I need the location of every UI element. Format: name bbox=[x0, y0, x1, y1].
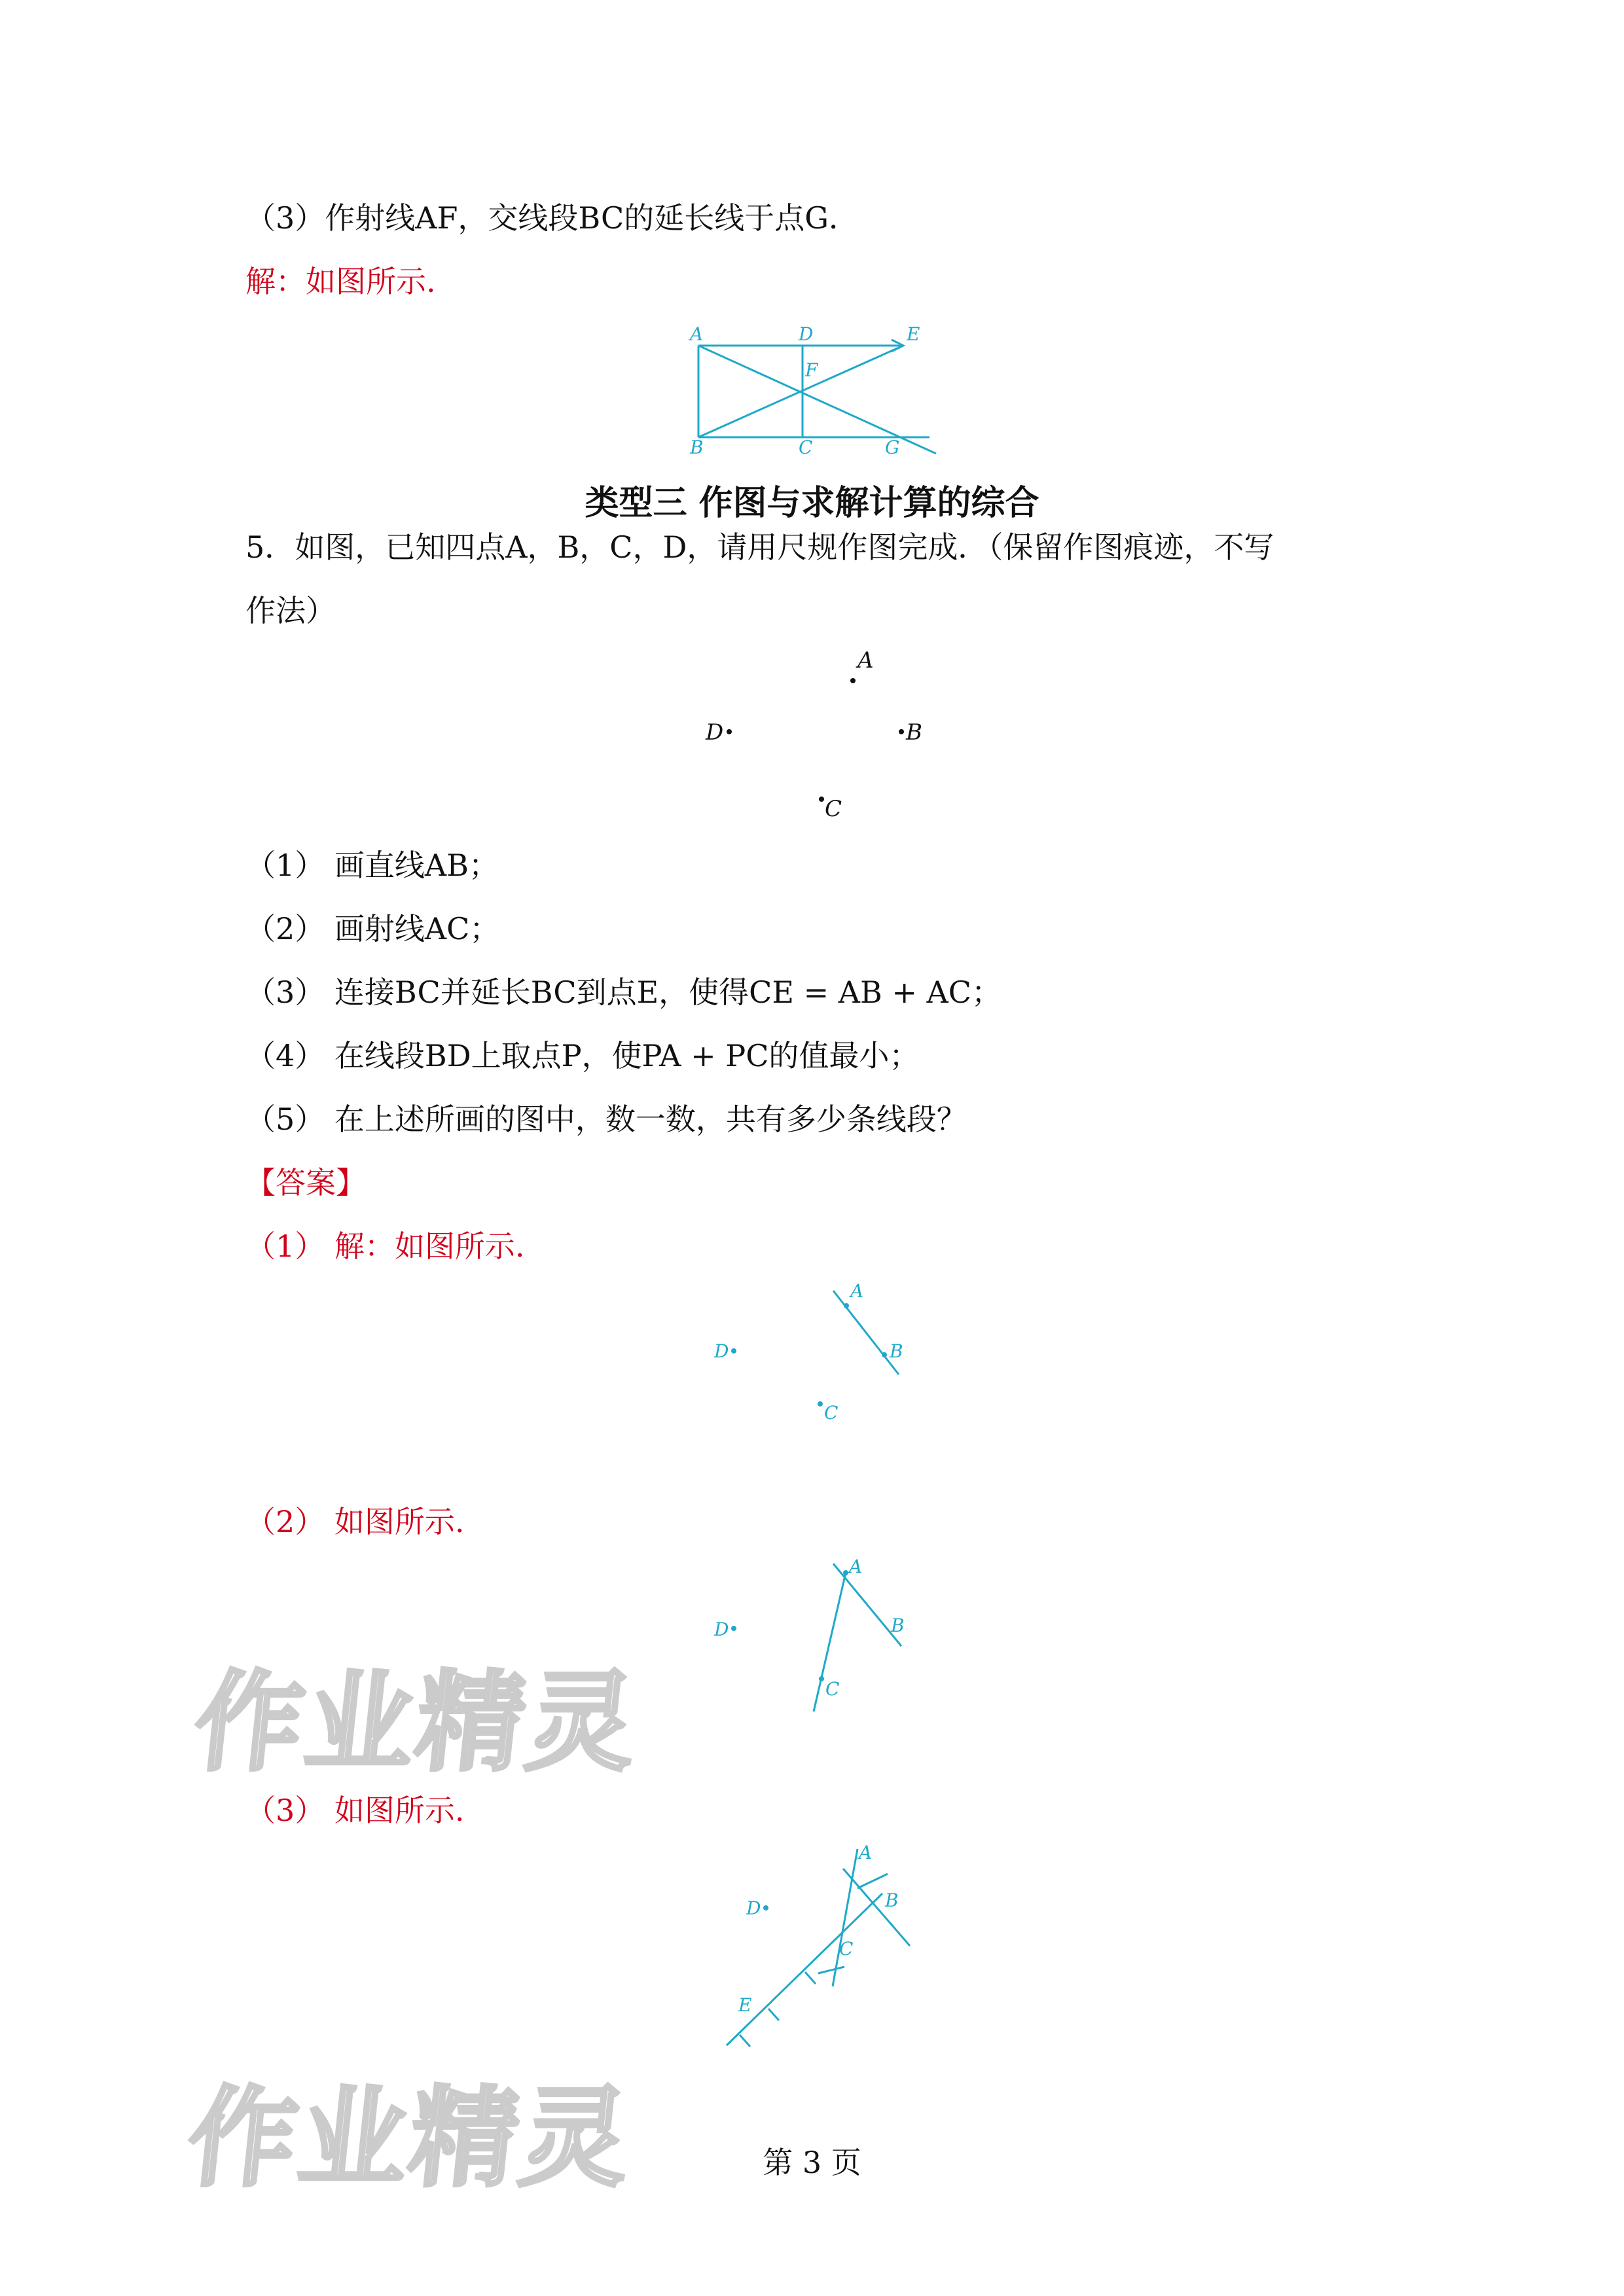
q5-stem-line1: 5．如图，已知四点A，B，C，D，请用尺规作图完成．（保留作图痕迹，不写 bbox=[245, 529, 1274, 565]
watermark-lower: 作业精灵 bbox=[182, 2075, 638, 2201]
q5-point-a: A bbox=[857, 647, 874, 673]
answer-figure-2 bbox=[710, 1554, 920, 1725]
fig1-label-b: B bbox=[690, 437, 704, 458]
ans3-point-b: B bbox=[885, 1890, 899, 1911]
answer-1-text: （1） 解：如图所示. bbox=[245, 1229, 525, 1264]
ans1-point-c: C bbox=[824, 1402, 839, 1424]
ans3-point-e: E bbox=[738, 1994, 752, 2016]
q5-part4: （4） 在线段BD上取点P，使PA + PC的值最小； bbox=[245, 1038, 920, 1073]
ans1-point-a: A bbox=[850, 1280, 864, 1302]
answer-figure-3 bbox=[713, 1842, 936, 2065]
page-number: 第 3 页 bbox=[763, 2145, 861, 2180]
q5-point-c: C bbox=[825, 796, 842, 822]
q4-answer-text: 解：如图所示. bbox=[245, 264, 436, 299]
ans2-point-b: B bbox=[891, 1615, 905, 1636]
fig1-label-f: F bbox=[805, 359, 818, 381]
ans3-point-a: A bbox=[859, 1842, 873, 1863]
section-title: 类型三 作图与求解计算的综合 bbox=[585, 484, 1039, 523]
fig1-label-c: C bbox=[799, 437, 813, 458]
fig1-label-e: E bbox=[907, 323, 920, 345]
ans2-point-a: A bbox=[849, 1556, 863, 1577]
figure-four-points bbox=[694, 645, 929, 825]
answer-header: 【答案】 bbox=[245, 1165, 366, 1200]
q5-part1: （1） 画直线AB； bbox=[245, 848, 499, 883]
ans2-point-d: D bbox=[714, 1619, 729, 1640]
answer-3-text: （3） 如图所示. bbox=[245, 1793, 465, 1828]
watermark-upper: 作业精灵 bbox=[189, 1660, 645, 1785]
fig1-label-a: A bbox=[690, 323, 704, 345]
q5-point-b: B bbox=[906, 719, 922, 745]
ans3-point-c: C bbox=[839, 1938, 854, 1960]
fig1-label-g: G bbox=[885, 437, 900, 458]
ans1-point-b: B bbox=[890, 1340, 903, 1362]
answer-figure-1 bbox=[710, 1276, 920, 1427]
q5-part2: （2） 画射线AC； bbox=[245, 911, 500, 946]
q5-part5: （5） 在上述所画的图中，数一数，共有多少条线段？ bbox=[245, 1102, 967, 1137]
ans1-point-d: D bbox=[714, 1340, 729, 1362]
fig1-label-d: D bbox=[799, 323, 814, 345]
ans2-point-c: C bbox=[825, 1678, 840, 1700]
q5-point-d: D bbox=[706, 719, 724, 745]
answer-2-text: （2） 如图所示. bbox=[245, 1504, 465, 1539]
figure-rectangle-rays bbox=[681, 317, 956, 458]
ans3-point-d: D bbox=[746, 1897, 761, 1919]
q5-part3: （3） 连接BC并延长BC到点E，使得CE = AB + AC； bbox=[245, 975, 1001, 1010]
q4-part3-text: （3）作射线AF，交线段BC的延长线于点G． bbox=[245, 200, 859, 236]
q5-stem-line2: 作法） bbox=[245, 593, 336, 628]
